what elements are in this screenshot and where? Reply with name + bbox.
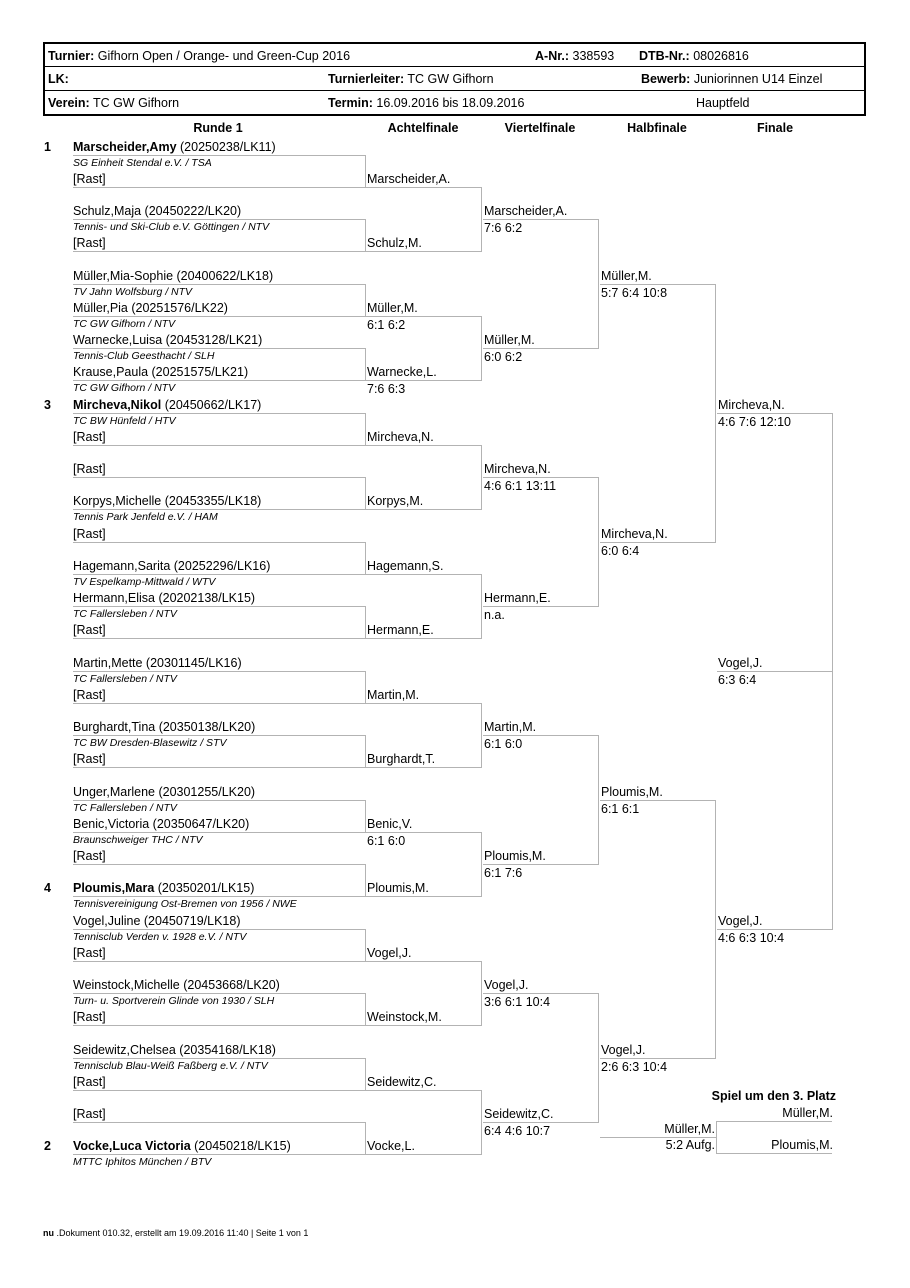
round-header-sf: Halbfinale xyxy=(627,121,687,135)
bracket-line xyxy=(73,671,365,672)
winner-name: Vocke,L. xyxy=(367,1139,415,1154)
player-entry: [Rast] xyxy=(73,236,106,251)
bracket-connector xyxy=(365,606,366,639)
match-score: 6:1 6:1 xyxy=(601,801,640,816)
bracket-line xyxy=(366,316,481,317)
bracket-connector xyxy=(365,1122,366,1155)
bracket-line xyxy=(366,574,481,575)
bracket-connector xyxy=(598,993,599,1123)
champion-name: Vogel,J. xyxy=(718,655,763,670)
bracket-line xyxy=(73,380,365,381)
bracket-connector xyxy=(365,864,366,897)
bracket-line xyxy=(483,1122,598,1123)
winner-name: Benic,V. xyxy=(367,816,413,831)
player-club: TC Fallersleben / NTV xyxy=(73,672,177,685)
bracket-line xyxy=(366,1025,481,1026)
player-club: Turn- u. Sportverein Glinde von 1930 / SLH xyxy=(73,995,275,1007)
player-entry: [Rast] xyxy=(73,687,106,702)
player-entry: [Rast] xyxy=(73,623,106,638)
bracket-line xyxy=(73,864,365,865)
player-entry: Martin,Mette (20301145/LK16) xyxy=(73,655,242,670)
date-field: Termin: 16.09.2016 bis 18.09.2016 xyxy=(328,96,525,110)
tournament-field: Turnier: Gifhorn Open / Orange- und Green-Cup 2016 xyxy=(48,49,351,63)
round-header-qf: Viertelfinale xyxy=(504,121,576,135)
bracket-line xyxy=(73,284,365,285)
player-entry: Vocke,Luca Victoria (20450218/LK15) xyxy=(73,1139,291,1154)
bracket-connector xyxy=(481,316,482,382)
winner-name: Burghardt,T. xyxy=(367,752,436,767)
player-club: MTTC Iphitos München / BTV xyxy=(73,1156,212,1169)
player-entry: Seidewitz,Chelsea (20354168/LK18) xyxy=(73,1042,276,1057)
header-divider xyxy=(45,90,864,91)
bracket-line xyxy=(366,638,481,639)
bracket-line xyxy=(366,1090,481,1091)
bracket-line xyxy=(73,155,365,156)
winner-name: Müller,M. xyxy=(601,268,652,283)
bracket-connector xyxy=(365,413,366,446)
third-place-title: Spiel um den 3. Platz xyxy=(711,1089,836,1103)
bracket-line xyxy=(600,800,715,801)
player-club: Tennisclub Blau-Weiß Faßberg e.V. / NTV xyxy=(73,1059,268,1072)
player-entry: Marscheider,Amy (20250238/LK11) xyxy=(73,139,276,154)
winner-name: Martin,M. xyxy=(484,720,537,734)
bracket-line xyxy=(73,1058,365,1059)
winner-name: Ploumis,M. xyxy=(484,849,546,863)
winner-name: Seidewitz,C. xyxy=(367,1074,437,1089)
match-score: 5:7 6:4 10:8 xyxy=(601,285,668,300)
bracket-line xyxy=(366,380,481,381)
winner-name: Ploumis,M. xyxy=(367,881,429,896)
bracket-line xyxy=(366,767,481,768)
footer: nu .Dokument 010.32, erstellt am 19.09.2016 11:40 | Seite 1 von 1 xyxy=(43,1228,309,1238)
bracket-line xyxy=(73,574,365,575)
bracket-line xyxy=(73,509,365,510)
player-entry: Weinstock,Michelle (20453668/LK20) xyxy=(73,978,280,992)
bracket-line xyxy=(73,1122,365,1123)
player-entry: [Rast] xyxy=(73,429,106,444)
player-club: TV Jahn Wolfsburg / NTV xyxy=(73,285,193,298)
player-club: TV Espelkamp-Mittwald / WTV xyxy=(73,575,216,588)
bracket-line xyxy=(73,832,365,833)
match-score: 7:6 6:3 xyxy=(367,382,406,397)
player-entry: Warnecke,Luisa (20453128/LK21) xyxy=(73,333,263,347)
player-entry: Benic,Victoria (20350647/LK20) xyxy=(73,816,250,831)
bracket-connector xyxy=(365,929,366,962)
bracket-line xyxy=(73,445,365,446)
winner-name: Korpys,M. xyxy=(367,494,424,509)
bracket-line xyxy=(73,1090,365,1091)
player-entry: [Rast] xyxy=(73,1010,106,1025)
winner-name: Martin,M. xyxy=(367,687,420,702)
player-entry: [Rast] xyxy=(73,1107,106,1121)
bracket-line xyxy=(717,671,832,672)
player-club: TC Fallersleben / NTV xyxy=(73,801,177,814)
winner-name: Schulz,M. xyxy=(367,236,422,251)
bracket-line xyxy=(600,542,715,543)
player-entry: Unger,Marlene (20301255/LK20) xyxy=(73,784,256,799)
draw-type: Hauptfeld xyxy=(696,96,750,110)
match-score: 6:1 6:0 xyxy=(484,737,523,751)
match-score: 7:6 6:2 xyxy=(484,221,523,235)
third-place-line xyxy=(717,1121,832,1122)
player-entry: Müller,Mia-Sophie (20400622/LK18) xyxy=(73,268,274,283)
player-club: Tennis Park Jenfeld e.V. / HAM xyxy=(73,511,218,524)
player-entry: Hermann,Elisa (20202138/LK15) xyxy=(73,591,256,605)
bracket-line xyxy=(73,606,365,607)
bracket-line xyxy=(366,1154,481,1155)
bracket-connector xyxy=(481,445,482,511)
bracket-line xyxy=(73,929,365,930)
competition-field: Bewerb: Juniorinnen U14 Einzel xyxy=(641,72,823,86)
lk-field: LK: xyxy=(48,72,69,86)
bracket-connector xyxy=(365,671,366,704)
bracket-line xyxy=(366,445,481,446)
bracket-connector xyxy=(598,735,599,865)
bracket-line xyxy=(73,703,365,704)
player-entry: [Rast] xyxy=(73,945,106,960)
bracket-connector xyxy=(365,477,366,510)
bracket-connector xyxy=(832,413,833,930)
match-score: 6:1 6:0 xyxy=(367,833,406,848)
bracket-line xyxy=(73,993,365,994)
player-entry: [Rast] xyxy=(73,171,106,186)
bracket-line xyxy=(73,1154,365,1155)
bracket-line xyxy=(73,767,365,768)
third-place-winner: Müller,M. xyxy=(664,1122,715,1136)
seed-number: 1 xyxy=(44,139,51,154)
bracket-connector xyxy=(365,800,366,833)
bracket-connector xyxy=(365,348,366,381)
match-score: 6:0 6:4 xyxy=(601,543,640,558)
winner-name: Müller,M. xyxy=(367,300,418,315)
player-entry: Ploumis,Mara (20350201/LK15) xyxy=(73,881,255,896)
bracket-connector xyxy=(365,542,366,575)
bracket-line xyxy=(483,864,598,865)
winner-name: Hermann,E. xyxy=(484,591,551,605)
bracket-line xyxy=(73,961,365,962)
player-club: Tennis-Club Geesthacht / SLH xyxy=(73,350,215,362)
winner-name: Seidewitz,C. xyxy=(484,1107,554,1121)
bracket-line xyxy=(717,929,832,930)
player-club: TC Fallersleben / NTV xyxy=(73,608,177,620)
match-score: 6:1 7:6 xyxy=(484,866,523,880)
club-field: Verein: TC GW Gifhorn xyxy=(48,96,180,110)
bracket-line xyxy=(366,896,481,897)
player-entry: [Rast] xyxy=(73,849,106,863)
winner-name: Weinstock,M. xyxy=(367,1010,442,1025)
round-header-r16: Achtelfinale xyxy=(387,121,459,135)
third-place-score: 5:2 Aufg. xyxy=(665,1138,715,1152)
bracket-line xyxy=(483,606,598,607)
bracket-line xyxy=(73,413,365,414)
bracket-connector xyxy=(365,735,366,768)
bracket-connector xyxy=(365,993,366,1026)
bracket-line xyxy=(73,477,365,478)
match-score: 2:6 6:3 10:4 xyxy=(601,1059,668,1074)
bracket-connector xyxy=(481,703,482,769)
round-header-final: Finale xyxy=(756,121,794,135)
player-entry: Krause,Paula (20251575/LK21) xyxy=(73,365,249,380)
seed-number: 3 xyxy=(44,397,51,412)
player-club: SG Einheit Stendal e.V. / TSA xyxy=(73,156,212,169)
bracket-line xyxy=(483,993,598,994)
match-score: 6:0 6:2 xyxy=(484,350,523,364)
winner-name: Marscheider,A. xyxy=(484,204,568,218)
bracket-line xyxy=(366,832,481,833)
winner-name: Mircheva,N. xyxy=(367,429,434,444)
match-score: 4:6 6:1 13:11 xyxy=(484,479,557,493)
bracket-line xyxy=(600,1058,715,1059)
bracket-connector xyxy=(481,832,482,898)
winner-name: Mircheva,N. xyxy=(601,526,668,541)
match-score: 4:6 7:6 12:10 xyxy=(718,414,791,429)
bracket-connector xyxy=(598,477,599,607)
winner-name: Ploumis,M. xyxy=(601,784,663,799)
player-club: TC BW Hünfeld / HTV xyxy=(73,414,176,427)
bracket-connector xyxy=(481,574,482,640)
bracket-line xyxy=(73,542,365,543)
bracket-line xyxy=(73,251,365,252)
bracket-line xyxy=(73,219,365,220)
bracket-line xyxy=(366,251,481,252)
player-club: Tennisclub Verden v. 1928 e.V. / NTV xyxy=(73,930,247,943)
winner-name: Marscheider,A. xyxy=(367,171,451,186)
bracket-line xyxy=(73,735,365,736)
third-place-connector xyxy=(716,1121,717,1154)
player-entry: [Rast] xyxy=(73,462,106,476)
match-score: 3:6 6:1 10:4 xyxy=(484,995,551,1009)
bracket-connector xyxy=(365,219,366,252)
a-number-field: A-Nr.: 338593 xyxy=(535,49,615,63)
bracket-connector xyxy=(715,800,716,1059)
match-score: 6:1 6:2 xyxy=(367,317,406,332)
bracket-connector xyxy=(598,219,599,349)
winner-name: Vogel,J. xyxy=(484,978,529,992)
winner-name: Vogel,J. xyxy=(367,945,412,960)
third-place-player2: Ploumis,M. xyxy=(771,1138,833,1152)
player-entry: Müller,Pia (20251576/LK22) xyxy=(73,300,228,315)
winner-name: Vogel,J. xyxy=(601,1042,646,1057)
player-club: Braunschweiger THC / NTV xyxy=(73,833,203,846)
bracket-line xyxy=(366,509,481,510)
header-divider xyxy=(45,66,864,67)
winner-name: Hermann,E. xyxy=(367,623,434,638)
player-entry: Korpys,Michelle (20453355/LK18) xyxy=(73,494,262,509)
bracket-line xyxy=(73,316,365,317)
winner-name: Warnecke,L. xyxy=(367,365,437,380)
bracket-line xyxy=(73,800,365,801)
dtb-number-field: DTB-Nr.: 08026816 xyxy=(639,49,749,63)
bracket-line xyxy=(483,735,598,736)
match-score: 4:6 6:3 10:4 xyxy=(718,930,785,945)
player-club: TC GW Gifhorn / NTV xyxy=(73,317,176,330)
bracket-connector xyxy=(365,1058,366,1091)
winner-name: Müller,M. xyxy=(484,333,535,347)
bracket-line xyxy=(717,413,832,414)
winner-name: Mircheva,N. xyxy=(484,462,551,476)
bracket-line xyxy=(483,219,598,220)
tournament-director-field: Turnierleiter: TC GW Gifhorn xyxy=(328,72,494,86)
champion-score: 6:3 6:4 xyxy=(718,672,757,687)
player-entry: [Rast] xyxy=(73,752,106,767)
bracket-line xyxy=(483,348,598,349)
winner-name: Vogel,J. xyxy=(718,913,763,928)
bracket-line xyxy=(600,284,715,285)
third-place-line xyxy=(717,1153,832,1154)
winner-name: Mircheva,N. xyxy=(718,397,785,412)
bracket-line xyxy=(73,896,365,897)
player-entry: Mircheva,Nikol (20450662/LK17) xyxy=(73,397,262,412)
bracket-connector xyxy=(481,1090,482,1156)
match-score: n.a. xyxy=(484,608,505,622)
player-entry: [Rast] xyxy=(73,526,106,541)
bracket-connector xyxy=(365,155,366,188)
player-entry: Vogel,Juline (20450719/LK18) xyxy=(73,913,241,928)
player-club: TC GW Gifhorn / NTV xyxy=(73,382,176,395)
player-entry: Hagemann,Sarita (20252296/LK16) xyxy=(73,558,271,573)
third-place-player1: Müller,M. xyxy=(782,1106,833,1120)
header-box xyxy=(43,42,866,116)
bracket-line xyxy=(73,1025,365,1026)
bracket-line xyxy=(73,348,365,349)
player-club: TC BW Dresden-Blasewitz / STV xyxy=(73,737,227,749)
bracket-line xyxy=(483,477,598,478)
seed-number: 4 xyxy=(44,881,51,896)
bracket-line xyxy=(366,703,481,704)
bracket-connector xyxy=(365,284,366,317)
bracket-line xyxy=(366,187,481,188)
match-score: 6:4 4:6 10:7 xyxy=(484,1124,551,1138)
player-club: Tennisvereinigung Ost-Bremen von 1956 / NWE xyxy=(73,898,297,911)
player-club: Tennis- und Ski-Club e.V. Göttingen / NTV xyxy=(73,221,270,233)
bracket-connector xyxy=(715,284,716,543)
round-header-r1: Runde 1 xyxy=(193,121,243,135)
bracket-line xyxy=(73,638,365,639)
bracket-connector xyxy=(481,961,482,1027)
winner-name: Hagemann,S. xyxy=(367,558,444,573)
player-entry: Schulz,Maja (20450222/LK20) xyxy=(73,204,242,218)
bracket-line xyxy=(366,961,481,962)
player-entry: Burghardt,Tina (20350138/LK20) xyxy=(73,720,256,734)
seed-number: 2 xyxy=(44,1139,51,1154)
bracket-line xyxy=(73,187,365,188)
bracket-connector xyxy=(481,187,482,253)
player-entry: [Rast] xyxy=(73,1074,106,1089)
